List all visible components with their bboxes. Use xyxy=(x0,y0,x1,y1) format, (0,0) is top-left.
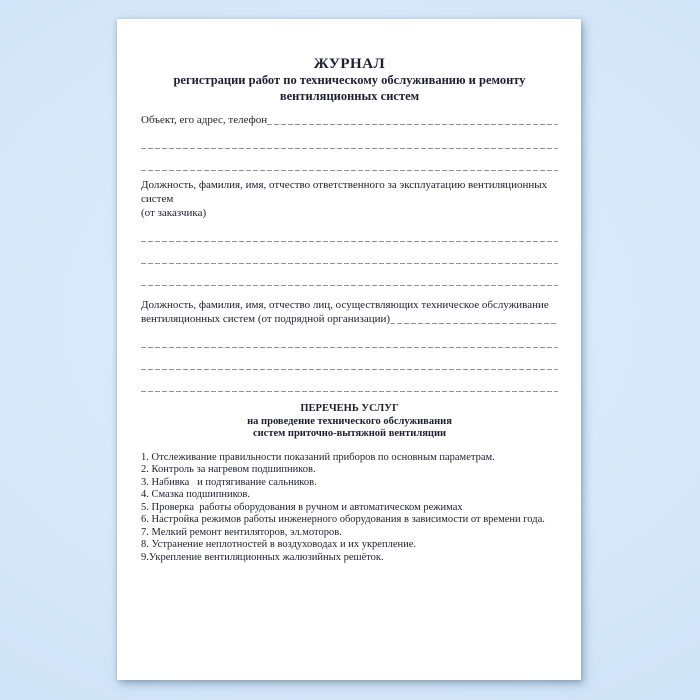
blank-write-line xyxy=(141,242,558,264)
object-address-write-line xyxy=(267,113,558,127)
document-title: ЖУРНАЛ xyxy=(313,56,386,72)
document-subtitle-line2: вентиляционных систем xyxy=(279,88,420,103)
object-address-label: Объект, его адрес, телефон xyxy=(141,114,268,126)
contractor-line1: Должность, фамилия, имя, отчество лиц, осуществляющих техническое обслуживание xyxy=(141,299,549,311)
services-heading xyxy=(141,403,558,441)
service-item: 2. Контроль за нагревом подшипников. xyxy=(141,464,316,475)
services-heading-line3: систем приточно-вытяжной вентиляции xyxy=(252,428,447,439)
blank-write-line xyxy=(141,149,558,171)
document-subtitle-line1: регистрации работ по техническому обслуживанию и ремонту xyxy=(173,73,526,87)
service-item: 3. Набивка и подтягивание сальников. xyxy=(141,476,317,488)
service-item: 1. Отслеживание правильности показаний приборов по основным параметрам. xyxy=(141,451,495,463)
responsible-customer-paragraph xyxy=(141,178,558,220)
blank-write-line xyxy=(141,127,558,149)
contractor-paragraph xyxy=(141,298,558,326)
service-item: 8. Устранение неплотностей в воздуховодах и их укрепление. xyxy=(141,539,417,550)
services-list xyxy=(141,452,558,565)
blank-write-line xyxy=(141,326,558,348)
contractor-line2-row xyxy=(141,312,558,326)
responsible-customer-line1: Должность, фамилия, имя, отчество ответственного за эксплуатацию вентиляционных систем xyxy=(141,179,548,205)
service-item: 5. Проверка работы оборудования в ручном и автоматическом режимах xyxy=(141,501,463,513)
object-address-field xyxy=(141,113,558,127)
service-item: 4. Смазка подшипников. xyxy=(141,489,250,500)
blank-write-line xyxy=(141,348,558,370)
services-heading-line2: на проведение технического обслуживания xyxy=(247,415,452,427)
document-content xyxy=(117,19,581,680)
document-page xyxy=(117,19,581,680)
service-item: 6. Настройка режимов работы инженерного оборудования в зависимости от времени года. xyxy=(141,514,545,525)
responsible-customer-line2: (от заказчика) xyxy=(141,207,207,219)
service-item: 9.Укрепление вентиляционных жалюзийных решёток. xyxy=(141,551,384,563)
blank-write-line xyxy=(141,370,558,392)
contractor-write-line xyxy=(390,312,558,326)
services-heading-line1: ПЕРЕЧЕНЬ УСЛУГ xyxy=(300,403,399,414)
contractor-line2-label: вентиляционных систем (от подрядной организации) xyxy=(141,313,391,325)
blank-write-line xyxy=(141,220,558,242)
blank-write-line xyxy=(141,264,558,286)
service-item: 7. Мелкий ремонт вентиляторов, эл.моторов. xyxy=(141,526,342,538)
